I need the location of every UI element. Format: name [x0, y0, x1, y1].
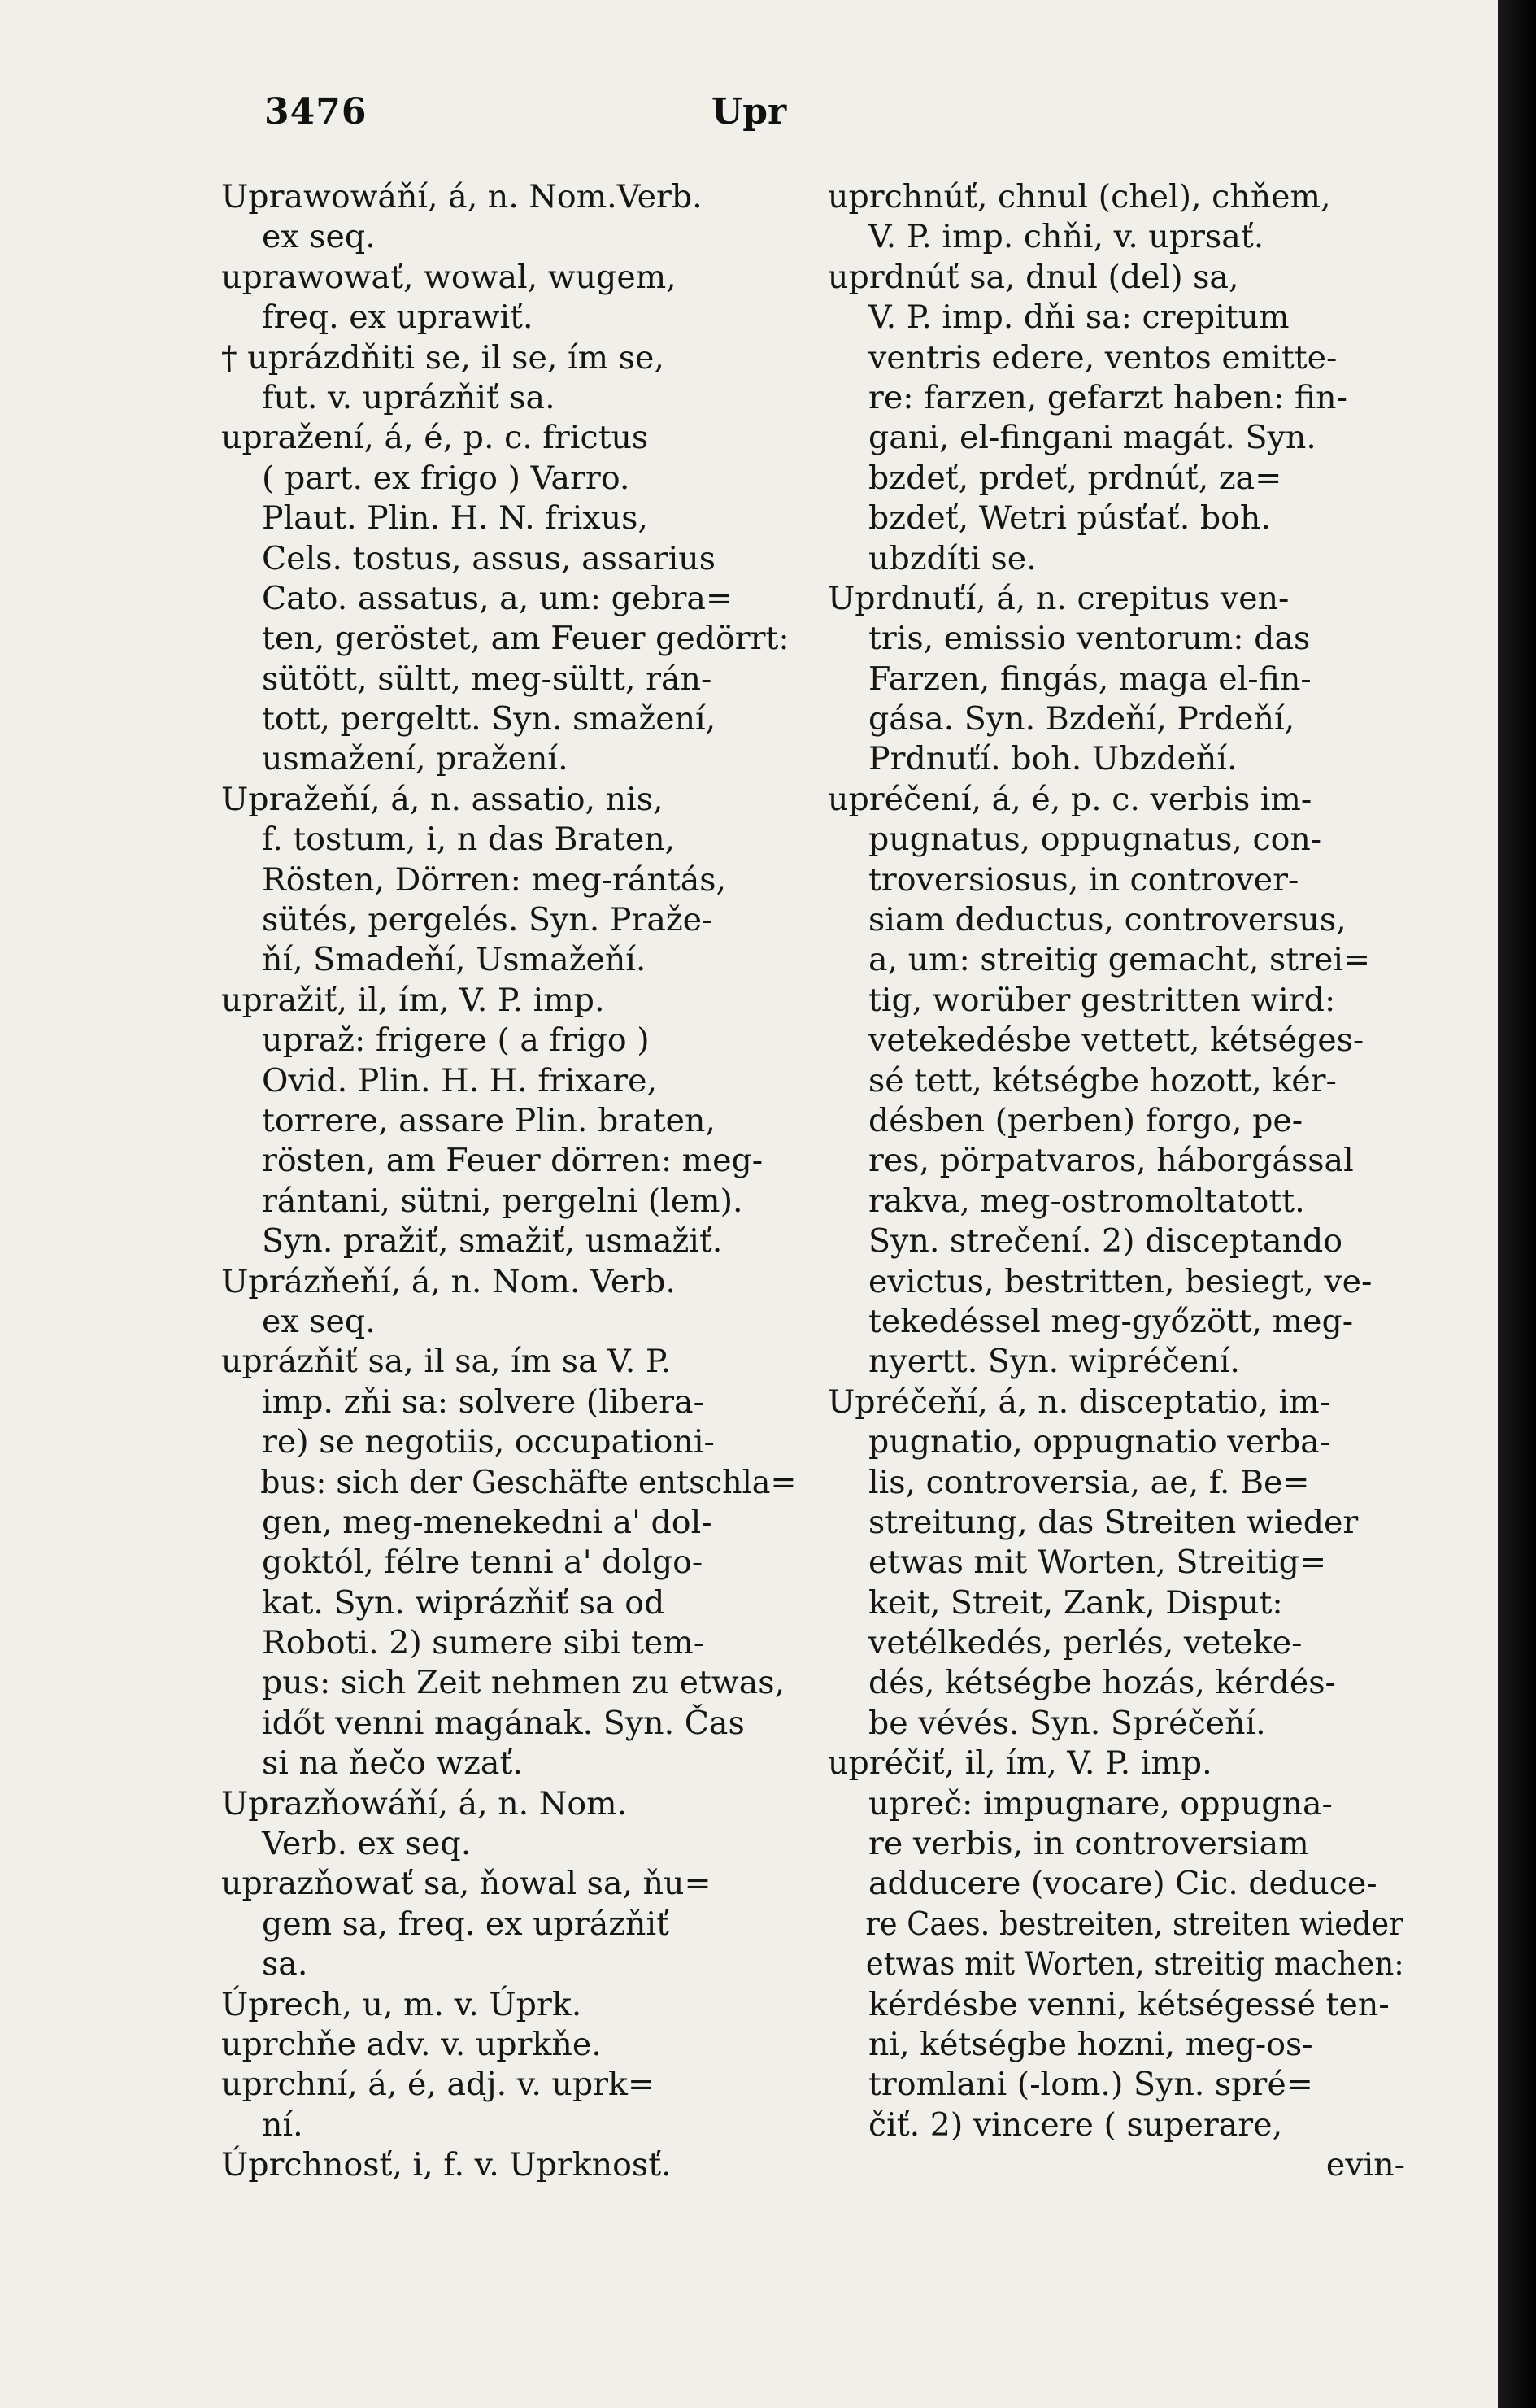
text-line: kat. Syn. wiprázňiť sa od — [262, 1583, 665, 1622]
text-line: ubzdíti se. — [868, 539, 1037, 577]
text-line: Verb. ex seq. — [262, 1825, 472, 1863]
text-line: keit, Streit, Zank, Disput: — [868, 1583, 1283, 1622]
text-line: pugnatus, oppugnatus, con- — [868, 821, 1322, 859]
page-header — [0, 91, 1498, 140]
scan-edge — [1498, 0, 1536, 2408]
text-line: gen, meg-menekedni a' dol- — [262, 1503, 712, 1541]
text-line: pugnatio, oppugnatio verba- — [868, 1423, 1331, 1461]
text-line: sütött, sültt, meg-sültt, rán- — [262, 660, 712, 698]
text-line: goktól, félre tenni a' dolgo- — [262, 1544, 703, 1582]
text-line: Uprdnuťí, á, n. crepitus ven- — [828, 579, 1290, 617]
text-line: tig, worüber gestritten wird: — [868, 981, 1336, 1019]
text-line: tris, emissio ventorum: das — [868, 620, 1311, 658]
text-line: a, um: streitig gemacht, strei= — [868, 941, 1371, 979]
text-line: uprchnúť, chnul (chel), chňem, — [828, 178, 1331, 216]
text-line: Rösten, Dörren: meg-rántás, — [262, 860, 727, 899]
text-line: ten, geröstet, am Feuer gedörrt: — [262, 620, 790, 658]
text-line: Cato. assatus, a, um: gebra= — [262, 579, 733, 617]
text-line: uprawowať, wowal, wugem, — [221, 258, 677, 296]
text-line: uprdnúť sa, dnul (del) sa, — [828, 258, 1239, 296]
text-line: Upréčeňí, á, n. disceptatio, im- — [828, 1383, 1330, 1421]
text-line: tott, pergeltt. Syn. smažení, — [262, 700, 716, 738]
text-line: rösten, am Feuer dörren: meg- — [262, 1142, 764, 1180]
text-line: ní. — [262, 2105, 303, 2144]
text-line: re Caes. bestreiten, streiten wieder — [865, 1905, 1403, 1943]
text-line: dés, kétségbe hozás, kérdés- — [868, 1664, 1336, 1702]
text-line: uprchňe adv. v. uprkňe. — [221, 2025, 602, 2063]
right-column — [828, 177, 1405, 2186]
text-line: tromlani (-lom.) Syn. spré= — [868, 2066, 1313, 2104]
text-line: uprázňiť sa, il sa, ím sa V. P. — [221, 1343, 672, 1381]
text-line: lis, controversia, ae, f. Be= — [868, 1463, 1310, 1501]
text-line: vetélkedés, perlés, veteke- — [868, 1624, 1303, 1662]
text-line: etwas mit Worten, streitig machen: — [865, 1945, 1404, 1983]
text-line: Uprawowáňí, á, n. Nom.Verb. — [221, 178, 703, 216]
text-line: ventris edere, ventos emitte- — [868, 338, 1338, 377]
text-line: evictus, bestritten, besiegt, ve- — [868, 1262, 1373, 1300]
text-line: ( part. ex frigo ) Varro. — [262, 459, 630, 497]
text-line: usmažení, pražení. — [262, 740, 568, 778]
text-line: be vévés. Syn. Spréčeňí. — [868, 1704, 1266, 1742]
text-line: čiť. 2) vincere ( superare, — [868, 2105, 1283, 2144]
text-line: upraž: frigere ( a frigo ) — [262, 1021, 650, 1060]
text-line: fut. v. uprázňiť sa. — [262, 378, 555, 416]
text-line: nyertt. Syn. wipréčení. — [868, 1343, 1240, 1381]
text-line: re verbis, in controversiam — [868, 1825, 1309, 1863]
text-line: streitung, das Streiten wieder — [868, 1503, 1359, 1541]
text-line: Plaut. Plin. H. N. frixus, — [262, 499, 648, 538]
text-line: troversiosus, in controver- — [868, 860, 1299, 899]
text-line: † uprázdňiti se, il se, ím se, — [221, 338, 664, 377]
text-line: upréčení, á, é, p. c. verbis im- — [828, 780, 1312, 818]
text-line: V. P. imp. chňi, v. uprsať. — [868, 218, 1264, 256]
text-line: torrere, assare Plin. braten, — [262, 1101, 716, 1139]
text-line: gem sa, freq. ex uprázňiť — [262, 1905, 670, 1943]
text-line: V. P. imp. dňi sa: crepitum — [868, 298, 1290, 337]
text-line: désben (perben) forgo, pe- — [868, 1101, 1303, 1139]
text-line: sa. — [262, 1945, 308, 1983]
text-line: Úprech, u, m. v. Úprk. — [221, 1985, 582, 2023]
text-line: Cels. tostus, assus, assarius — [262, 539, 716, 577]
text-line: pus: sich Zeit nehmen zu etwas, — [262, 1664, 785, 1702]
text-line: upreč: impugnare, oppugna- — [868, 1784, 1333, 1822]
text-line: re: farzen, gefarzt haben: fin- — [868, 378, 1347, 416]
text-line: sütés, pergelés. Syn. Praže- — [262, 901, 713, 939]
text-line: res, pörpatvaros, háborgással — [868, 1142, 1354, 1180]
text-line: uprazňowať sa, ňowal sa, ňu= — [221, 1865, 711, 1903]
text-line: Farzen, fingás, maga el-fin- — [868, 660, 1312, 698]
text-line: si na ňečo wzať. — [262, 1744, 523, 1783]
text-line: Úprchnosť, i, f. v. Uprknosť. — [221, 2146, 672, 2184]
left-column — [221, 177, 798, 2186]
text-line: sé tett, kétségbe hozott, kér- — [868, 1061, 1337, 1099]
text-line: gása. Syn. Bzdeňí, Prdeňí, — [868, 700, 1295, 738]
text-line: siam deductus, controversus, — [868, 901, 1347, 939]
text-line: rakva, meg-ostromoltatott. — [868, 1182, 1305, 1220]
text-line: re) se negotiis, occupationi- — [262, 1423, 715, 1461]
text-line: Uprazňowáňí, á, n. Nom. — [221, 1784, 628, 1822]
text-line: bzdeť, prdeť, prdnúť, za= — [868, 459, 1282, 497]
text-line: ni, kétségbe hozni, meg-os- — [868, 2025, 1313, 2063]
text-line: freq. ex uprawiť. — [262, 298, 533, 337]
text-line: f. tostum, i, n das Braten, — [262, 821, 676, 859]
text-line: Uprázňeňí, á, n. Nom. Verb. — [221, 1262, 676, 1300]
text-line: rántani, sütni, pergelni (lem). — [262, 1182, 743, 1220]
text-line: időt venni magának. Syn. Čas — [262, 1704, 745, 1742]
text-line: Ovid. Plin. H. H. frixare, — [262, 1061, 658, 1099]
text-line: etwas mit Worten, Streitig= — [868, 1544, 1327, 1582]
text-line: uprchní, á, é, adj. v. uprk= — [221, 2066, 655, 2104]
text-line: Upražeňí, á, n. assatio, nis, — [221, 780, 664, 818]
text-line: ex seq. — [262, 1302, 376, 1340]
text-line: vetekedésbe vettett, kétséges- — [868, 1021, 1364, 1060]
text-line: kérdésbe venni, kétségessé ten- — [868, 1985, 1390, 2023]
text-line: imp. zňi sa: solvere (libera- — [262, 1383, 704, 1421]
text-line: ňí, Smadeňí, Usmažeňí. — [262, 941, 646, 979]
text-line: upréčiť, il, ím, V. P. imp. — [828, 1744, 1212, 1783]
text-line: bus: sich der Geschäfte entschla= — [260, 1463, 797, 1501]
text-line: bzdeť, Wetri púsťať. boh. — [868, 499, 1271, 538]
text-line: adducere (vocare) Cic. deduce- — [868, 1865, 1377, 1903]
text-line: Roboti. 2) sumere sibi tem- — [262, 1624, 705, 1662]
page-number: 3476 — [264, 91, 368, 133]
text-line: Prdnuťí. boh. Ubzdeňí. — [868, 740, 1238, 778]
text-line: upražení, á, é, p. c. frictus — [221, 419, 649, 457]
text-line: Syn. pražiť, smažiť, usmažiť. — [262, 1222, 723, 1261]
running-head: Upr — [711, 91, 787, 133]
text-line: gani, el-fingani magát. Syn. — [868, 419, 1316, 457]
text-line: evin- — [1325, 2146, 1405, 2184]
text-line: upražiť, il, ím, V. P. imp. — [221, 981, 605, 1019]
text-line: ex seq. — [262, 218, 376, 256]
text-line: tekedéssel meg-győzött, meg- — [868, 1302, 1354, 1340]
text-line: Syn. strečení. 2) disceptando — [868, 1222, 1343, 1261]
